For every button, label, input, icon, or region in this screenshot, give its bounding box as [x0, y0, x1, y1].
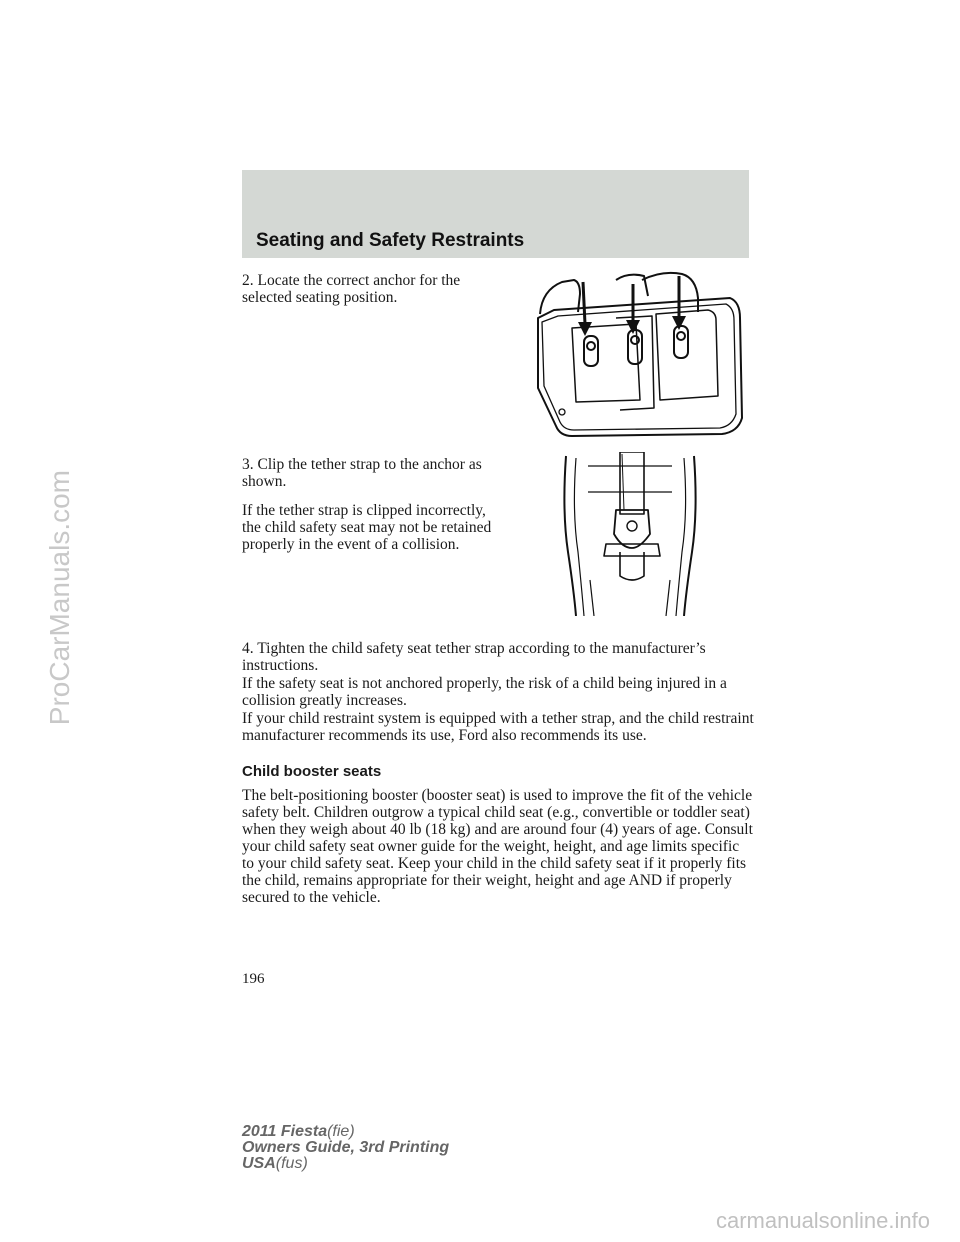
booster-heading: Child booster seats: [242, 763, 382, 780]
arrow-center-icon: [626, 320, 640, 334]
arrow-right-icon: [672, 316, 686, 330]
anchor-warning-text: If the safety seat is not anchored properly, the risk of a child being injured in a collision greatly increases.: [242, 675, 727, 709]
footer-model: 2011 Fiesta: [242, 1123, 328, 1140]
tether-hook-icon: [614, 510, 650, 548]
booster-text: The belt-positioning booster (booster seat) is used to improve the fit of the vehicle safety belt. Children outgrow a typical child seat (e.g., convertible or toddler seat) when they weigh about 40 lb (18 kg) and are around four (4) years of age. Consult your child safety seat owner guide for the weight, height, and age limits specific to your child safety seat. Keep your child in the child safety seat if it properly fits the child, remains appropriate for their weight, height and age AND if properly secured to the vehicle.: [242, 787, 753, 906]
footer-market: USA: [242, 1155, 276, 1172]
tether-clip-illustration: [560, 452, 700, 616]
section-title: Seating and Safety Restraints: [256, 230, 525, 251]
page-number: 196: [242, 971, 265, 987]
tether-recommendation-text: If your child restraint system is equipped with a tether strap, and the child restraint manufacturer recommends its use, Ford also recommends its use.: [242, 710, 754, 744]
anchor-right-icon: [674, 326, 688, 358]
footer-market-code: (fus): [275, 1155, 308, 1172]
step-4-text: 4. Tighten the child safety seat tether strap according to the manufacturer’s instructions.: [242, 640, 706, 674]
arrow-left-icon: [578, 322, 592, 336]
seatback-anchor-arrows-illustration: [532, 268, 748, 440]
section-header-band: [242, 170, 749, 258]
document-footer: [242, 1124, 449, 1172]
side-watermark-text: ProCarManuals.com: [44, 470, 75, 726]
step-2-text: 2. Locate the correct anchor for the selected seating position.: [242, 272, 461, 306]
step-3-note: If the tether strap is clipped incorrectly, the child safety seat may not be retained properly in the event of a collision.: [242, 502, 492, 553]
footer-guide: Owners Guide, 3rd Printing: [242, 1139, 450, 1156]
anchor-bar-icon: [604, 544, 660, 556]
bottom-watermark: carmanualsonline.info: [715, 1208, 930, 1233]
side-watermark: [0, 470, 75, 870]
footer-model-code: (fie): [327, 1123, 355, 1140]
step-3-text: 3. Clip the tether strap to the anchor as shown.: [242, 456, 482, 490]
